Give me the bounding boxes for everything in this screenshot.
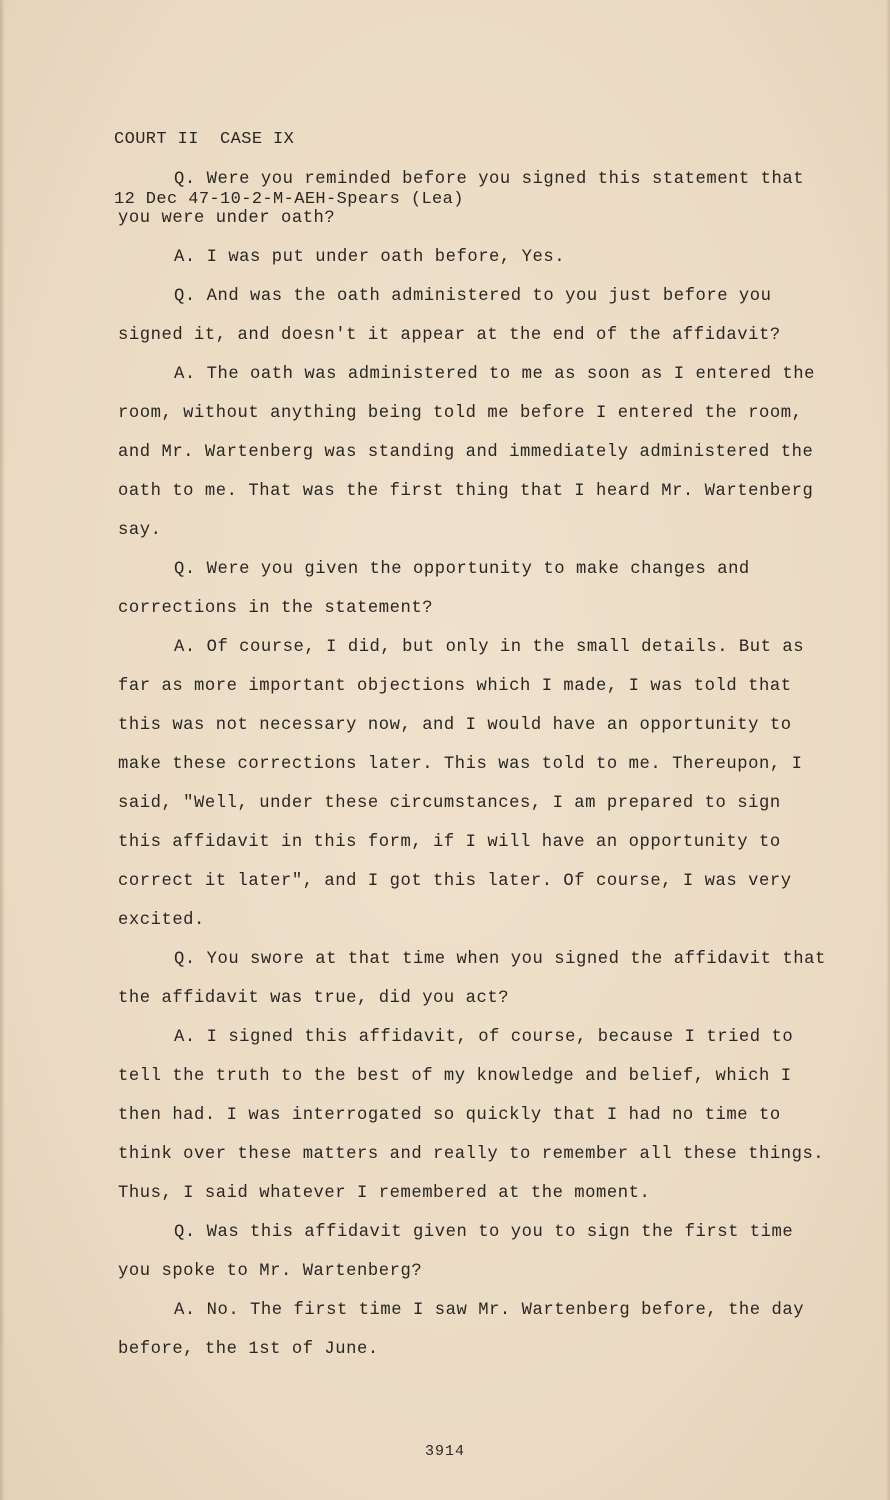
transcript-paragraph: Q. Was this affidavit given to you to sign the first time you spoke to Mr. Wartenberg? [118,1223,794,1281]
paper-edge-left [0,0,5,1500]
page-number: 3914 [424,1443,465,1460]
transcript-paragraph: Q. And was the oath administered to you just before you signed it, and doesn't it appear at the end of the affidavit? [118,287,781,345]
transcript-paragraph: Q. Were you given the opportunity to make changes and corrections in the statement? [118,560,750,618]
header-court-case: COURT II CASE IX [114,130,295,149]
header-session-reference: 12 Dec 47-10-2-M-AEH-Spears (Lea) [114,190,464,209]
transcript-paragraph: A. Of course, I did, but only in the small details. But as far as more important objections which I made, I was told that this was not necessary now, and I would have an opportunity to make these corrections later. This was told to me. Thereupon, I said, "Well, under these circumstances, I am prepared to sign this affidavit in this form, if I will have an opportunity to correct it later", and I got this later. Of course, I was very excited. [118,638,805,930]
transcript-paragraph: A. I signed this affidavit, of course, because I tried to tell the truth to the best of my knowledge and belief, which I then had. I was interrogated so quickly that I had no time to think over these matters and really to remember all these things. Thus, I said whatever I remembered at the moment. [118,1028,825,1203]
paper-edge-right [886,0,890,1500]
transcript-paragraph: Q. Were you reminded before you signed this statement that you were under oath? [118,170,805,228]
transcript-paragraph: A. No. The first time I saw Mr. Wartenberg before, the day before, the 1st of June. [118,1301,805,1359]
transcript-paragraph: A. I was put under oath before, Yes. [174,248,566,267]
transcript-paragraph: A. The oath was administered to me as soon as I entered the room, without anything being told me before I entered the room, and Mr. Wartenberg was standing and immediately administered the oath to me. That was the first thing that I heard Mr. Wartenberg say. [118,365,815,540]
transcript-paragraph: Q. You swore at that time when you signed the affidavit that the affidavit was true, did you act? [118,950,826,1008]
transcript-body [118,160,830,1369]
